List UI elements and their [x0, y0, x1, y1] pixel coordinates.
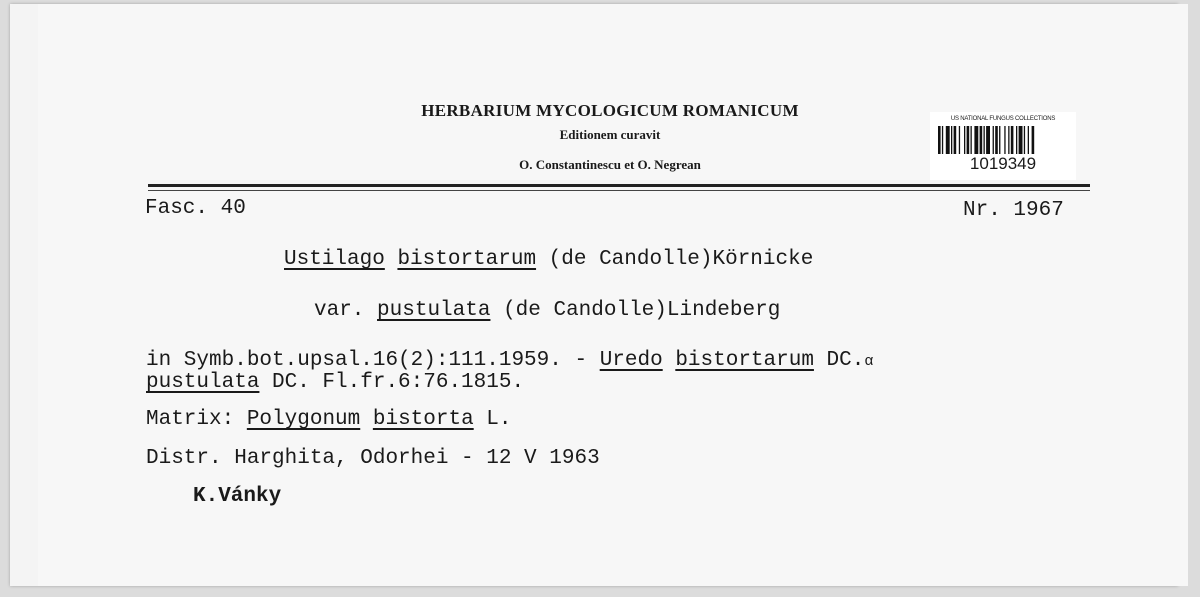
species-genus: Ustilago	[284, 248, 385, 271]
matrix-label: Matrix:	[146, 408, 247, 431]
barcode-bar	[1028, 126, 1029, 154]
barcode-bar	[954, 126, 957, 154]
barcode-bar	[946, 126, 950, 154]
editors-line: O. Constantinescu et O. Negrean	[519, 157, 701, 172]
barcode-bar	[964, 126, 965, 154]
exsiccata-number: Nr. 1967	[963, 199, 1064, 222]
protologue-reference: DC. Fl.fr.6:76.1815.	[259, 371, 525, 394]
basionym-epithet: bistortarum	[675, 349, 814, 372]
citation-reference: in Symb.bot.upsal.16(2):111.1959. -	[146, 349, 600, 372]
basionym-genus: Uredo	[599, 349, 663, 372]
header-divider	[148, 184, 1090, 187]
header-divider-thin	[148, 190, 1090, 191]
basionym-authority: DC.	[826, 349, 865, 372]
barcode-bar	[959, 126, 960, 154]
alpha-symbol: α	[864, 353, 874, 370]
barcode-bar	[974, 126, 978, 154]
herbarium-title: HERBARIUM MYCOLOGICUM ROMANICUM	[421, 101, 799, 120]
citation-line-2	[146, 370, 524, 396]
barcode-bar	[986, 126, 990, 154]
matrix-line	[146, 407, 512, 433]
basionym-variety: pustulata	[146, 371, 260, 394]
barcode-bar	[971, 126, 972, 154]
label-header	[390, 100, 830, 176]
barcode-bar	[980, 126, 983, 154]
barcode-bar	[967, 126, 970, 154]
barcode-bar	[984, 126, 985, 154]
distribution-line: Distr. Harghita, Odorhei - 12 V 1963	[146, 447, 600, 470]
variety-line	[314, 298, 780, 324]
fascicle-number: Fasc. 40	[145, 197, 246, 220]
barcode-bar	[993, 126, 994, 154]
variety-prefix: var.	[314, 299, 365, 322]
barcode-number: 1019349	[969, 154, 1037, 173]
editorial-note: Editionem curavit	[559, 127, 661, 142]
variety-name: pustulata	[377, 299, 491, 322]
barcode-bar	[951, 126, 952, 154]
specimen-label-card	[10, 4, 1178, 586]
host-epithet: bistorta	[372, 408, 474, 431]
barcode-caption: US NATIONAL FUNGUS COLLECTIONS	[950, 116, 1056, 122]
host-authority: L.	[486, 408, 512, 431]
barcode-bar	[999, 126, 1000, 154]
collector-name: K.Vánky	[193, 485, 282, 508]
barcode-bar	[1008, 126, 1009, 154]
variety-authority: (de Candolle)Lindeberg	[503, 299, 781, 322]
barcode-bar	[942, 126, 943, 154]
barcode-label	[930, 112, 1076, 180]
barcode-bar	[1019, 126, 1023, 154]
host-genus: Polygonum	[246, 408, 361, 431]
species-epithet: bistortarum	[397, 248, 537, 271]
species-authority: (de Candolle)Körnicke	[548, 248, 814, 271]
species-name-line	[284, 247, 813, 273]
barcode-bar	[995, 126, 998, 154]
barcode-bar	[1024, 126, 1025, 154]
barcode-bar	[1032, 126, 1035, 154]
barcode-bar	[1004, 126, 1005, 154]
barcode-bar	[1016, 126, 1017, 154]
barcode-bar	[1011, 126, 1014, 154]
barcode-bar	[938, 126, 941, 154]
barcode-image	[937, 126, 1069, 154]
